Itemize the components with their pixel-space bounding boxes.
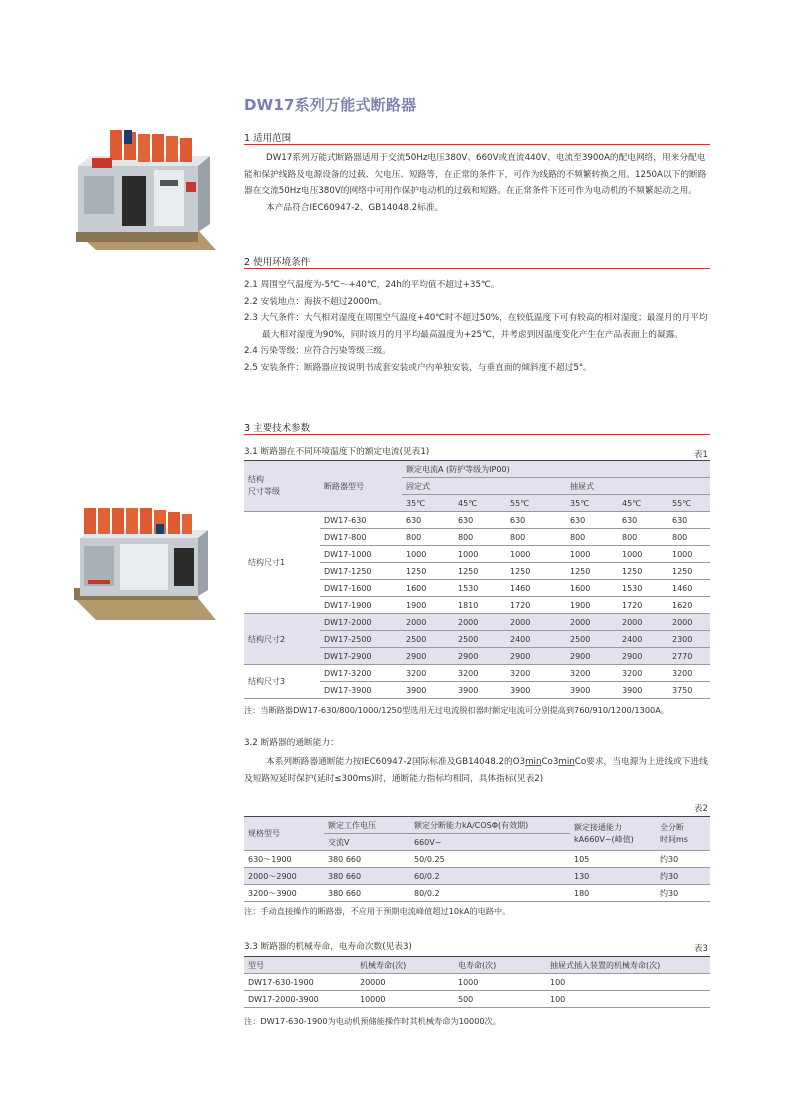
header-struct: 结构 尺寸等级 [244,461,320,512]
group-label: 结构尺寸1 [244,512,320,614]
current-cell: 3900 [618,682,668,699]
current-cell: 2900 [454,648,506,665]
current-cell: 2300 [668,631,710,648]
table-row [244,665,710,682]
table-cell: DW17-630-1900 [244,974,356,991]
table-cell: 630～1900 [244,851,324,868]
table-row [244,991,710,1008]
current-cell: 1250 [618,563,668,580]
section-heading-2: 2 使用环境条件 [244,254,710,268]
current-cell: 1250 [454,563,506,580]
table-row [244,512,710,529]
table-row [244,974,710,991]
env-item: 2.4 污染等级：应符合污染等级三级。 [244,346,391,356]
model-cell: DW17-2900 [320,648,402,665]
current-cell: 800 [454,529,506,546]
env-item: 2.2 安装地点：海拔不超过2000m。 [244,296,387,307]
section-1-body [244,150,710,216]
current-cell: 3200 [668,665,710,682]
current-cell: 3900 [402,682,454,699]
header-drawout: 抽屉式 [566,478,710,495]
current-cell: 630 [618,512,668,529]
table-2-note: 注：手动直接操作的断路器，不应用于预期电流峰值超过10kA的电路中。 [244,906,511,916]
current-cell: 630 [506,512,566,529]
section-heading-3: 3 主要技术参数 [244,420,710,434]
section-2-body [244,277,710,376]
header-rated-current: 额定电流A (防护等级为IP00) [402,461,710,478]
current-cell: 1530 [454,580,506,597]
table-3-note: 注：DW17-630-1900为电动机预储能操作时其机械寿命为10000次。 [244,1016,501,1026]
breaking-capacity-paragraph: 本系列断路器通断能力按IEC60947-2国际标准及GB14048.2的O3minCo3minCo要求，当电源为上进线或下进线及短路短延时保护(延时≤300ms)时，通断能力指标均相同，具体指标(见表2) [244,757,708,784]
current-cell: 1900 [566,597,618,614]
current-cell: 2000 [668,614,710,631]
table-cell: 60/0.2 [410,868,570,885]
current-cell: 2900 [506,648,566,665]
current-cell: 2900 [618,648,668,665]
model-cell: DW17-630 [320,512,402,529]
current-cell: 3200 [566,665,618,682]
table-row [244,614,710,631]
current-cell: 1250 [668,563,710,580]
header-cell: 机械寿命(次) [356,957,454,974]
current-cell: 2000 [618,614,668,631]
table-cell: 380 660 [324,885,410,902]
current-cell: 1000 [402,546,454,563]
current-cell: 2400 [618,631,668,648]
current-cell: 3200 [506,665,566,682]
table-cell: 约30 [656,868,710,885]
current-cell: 1620 [668,597,710,614]
table-row [244,868,710,885]
current-cell: 3900 [506,682,566,699]
current-cell: 1250 [402,563,454,580]
current-cell: 2400 [506,631,566,648]
header-temp: 55℃ [668,495,710,512]
header-fixed: 固定式 [402,478,566,495]
current-cell: 1000 [566,546,618,563]
current-cell: 800 [668,529,710,546]
current-cell: 1600 [402,580,454,597]
current-cell: 800 [402,529,454,546]
current-cell: 2000 [454,614,506,631]
table-2-label: 表2 [694,804,708,814]
current-cell: 800 [618,529,668,546]
current-cell: 2000 [506,614,566,631]
table-1-note: 注：当断路器DW17-630/800/1000/1250型选用无过电流脱扣器时额定电流可分别提高到760/910/1200/1300A。 [244,705,670,715]
header-voltage: 额定工作电压 [324,817,410,834]
model-cell: DW17-1600 [320,580,402,597]
table-row [244,851,710,868]
current-cell: 1250 [506,563,566,580]
scope-paragraph: DW17系列万能式断路器适用于交流50Hz电压380V、660V或直流440V、电流至3900A的配电网络，用来分配电能和保护线路及电源设备的过载、欠电压、短路等，在正常的条件下，可作为线路的不频繁转换之用。1250A以下的断路器在交流50Hz电压380V的网络中可用作保护电动机的过载和短路。在正常条件下还可作为电动机的不频繁起动之用。 [244,153,707,196]
current-cell: 630 [454,512,506,529]
header-temp: 45℃ [618,495,668,512]
current-cell: 1460 [668,580,710,597]
breaker-photo-fixed [68,130,216,252]
model-cell: DW17-3900 [320,682,402,699]
current-cell: 800 [506,529,566,546]
current-cell: 3750 [668,682,710,699]
subsection-3-3: 3.3 断路器的机械寿命，电寿命次数(见表3) [244,942,412,952]
table-cell: 105 [570,851,656,868]
current-cell: 1000 [668,546,710,563]
subsection-3-2: 3.2 断路器的通断能力： [244,738,339,748]
model-cell: DW17-1900 [320,597,402,614]
table-cell: 100 [546,974,710,991]
table-cell: 10000 [356,991,454,1008]
header-temp: 35℃ [566,495,618,512]
table-cell: 3200～3900 [244,885,324,902]
header-temp: 45℃ [454,495,506,512]
model-cell: DW17-2500 [320,631,402,648]
current-cell: 3900 [566,682,618,699]
model-cell: DW17-800 [320,529,402,546]
current-cell: 630 [402,512,454,529]
header-cell: 型号 [244,957,356,974]
env-item: 2.5 安装条件：断路器应按说明书成套安装或户内单独安装，与垂直面的倾斜度不超过5°。 [244,362,592,373]
table-1-label: 表1 [694,450,708,460]
table-cell: 130 [570,868,656,885]
table-cell: 1000 [454,974,546,991]
header-cell: 电寿命(次) [454,957,546,974]
header-cell: 抽屉式插入装置的机械寿命(次) [546,957,710,974]
model-cell: DW17-3200 [320,665,402,682]
current-cell: 1000 [618,546,668,563]
current-cell: 3900 [454,682,506,699]
current-cell: 2770 [668,648,710,665]
table-cell: 100 [546,991,710,1008]
current-cell: 1720 [506,597,566,614]
table-cell: DW17-2000-3900 [244,991,356,1008]
header-break-time: 全分断 时间ms [656,817,710,851]
current-cell: 1810 [454,597,506,614]
header-making: 额定接通能力 kA660V~(峰值) [570,817,656,851]
breaker-photo-drawout [70,508,218,624]
rated-current-table [244,460,710,699]
model-cell: DW17-2000 [320,614,402,631]
group-label: 结构尺寸3 [244,665,320,699]
current-cell: 1460 [506,580,566,597]
section-heading-1: 1 适用范围 [244,130,710,144]
header-breaking-660: 660V~ [410,834,570,851]
subsection-3-1: 3.1 断路器在不同环境温度下的额定电流(见表1) [244,447,430,457]
header-model: 断路器型号 [320,461,402,512]
header-voltage-ac: 交流V [324,834,410,851]
table-cell: 约30 [656,885,710,902]
breaking-capacity-table [244,816,710,902]
table-cell: 约30 [656,851,710,868]
env-item: 2.3 大气条件：大气相对湿度在周围空气温度+40℃时不超过50%，在较低温度下可有较高的相对湿度；最湿月的月平均最大相对湿度为90%，同时该月的月平均最高温度为+25℃，并考虑到因温度变化产生在产品表面上的凝露。 [244,313,708,340]
current-cell: 2000 [566,614,618,631]
current-cell: 3200 [454,665,506,682]
table-cell: 20000 [356,974,454,991]
current-cell: 1000 [506,546,566,563]
current-cell: 3200 [618,665,668,682]
life-table [244,956,710,1008]
table-cell: 50/0.25 [410,851,570,868]
env-item: 2.1 周围空气温度为-5℃～+40℃，24h的平均值不超过+35℃。 [244,280,500,290]
table-cell: 500 [454,991,546,1008]
header-temp: 35℃ [402,495,454,512]
current-cell: 1900 [402,597,454,614]
standard-paragraph: 本产品符合IEC60947-2、GB14048.2标准。 [266,202,444,213]
current-cell: 2500 [454,631,506,648]
header-temp: 55℃ [506,495,566,512]
model-cell: DW17-1000 [320,546,402,563]
table-cell: 2000～2900 [244,868,324,885]
header-spec: 规格型号 [244,817,324,851]
header-breaking: 额定分断能力kA/COSΦ(有效期) [410,817,570,834]
current-cell: 2500 [566,631,618,648]
group-label: 结构尺寸2 [244,614,320,665]
current-cell: 1250 [566,563,618,580]
current-cell: 2000 [402,614,454,631]
current-cell: 2900 [402,648,454,665]
page-title: DW17系列万能式断路器 [244,96,417,114]
current-cell: 1000 [454,546,506,563]
model-cell: DW17-1250 [320,563,402,580]
current-cell: 2500 [402,631,454,648]
table-cell: 180 [570,885,656,902]
table-cell: 380 660 [324,868,410,885]
table-cell: 380 660 [324,851,410,868]
table-cell: 80/0.2 [410,885,570,902]
current-cell: 1600 [566,580,618,597]
current-cell: 1720 [618,597,668,614]
current-cell: 630 [566,512,618,529]
table-3-label: 表3 [694,944,708,954]
current-cell: 2900 [566,648,618,665]
table-row [244,885,710,902]
current-cell: 800 [566,529,618,546]
current-cell: 1530 [618,580,668,597]
current-cell: 3200 [402,665,454,682]
current-cell: 630 [668,512,710,529]
